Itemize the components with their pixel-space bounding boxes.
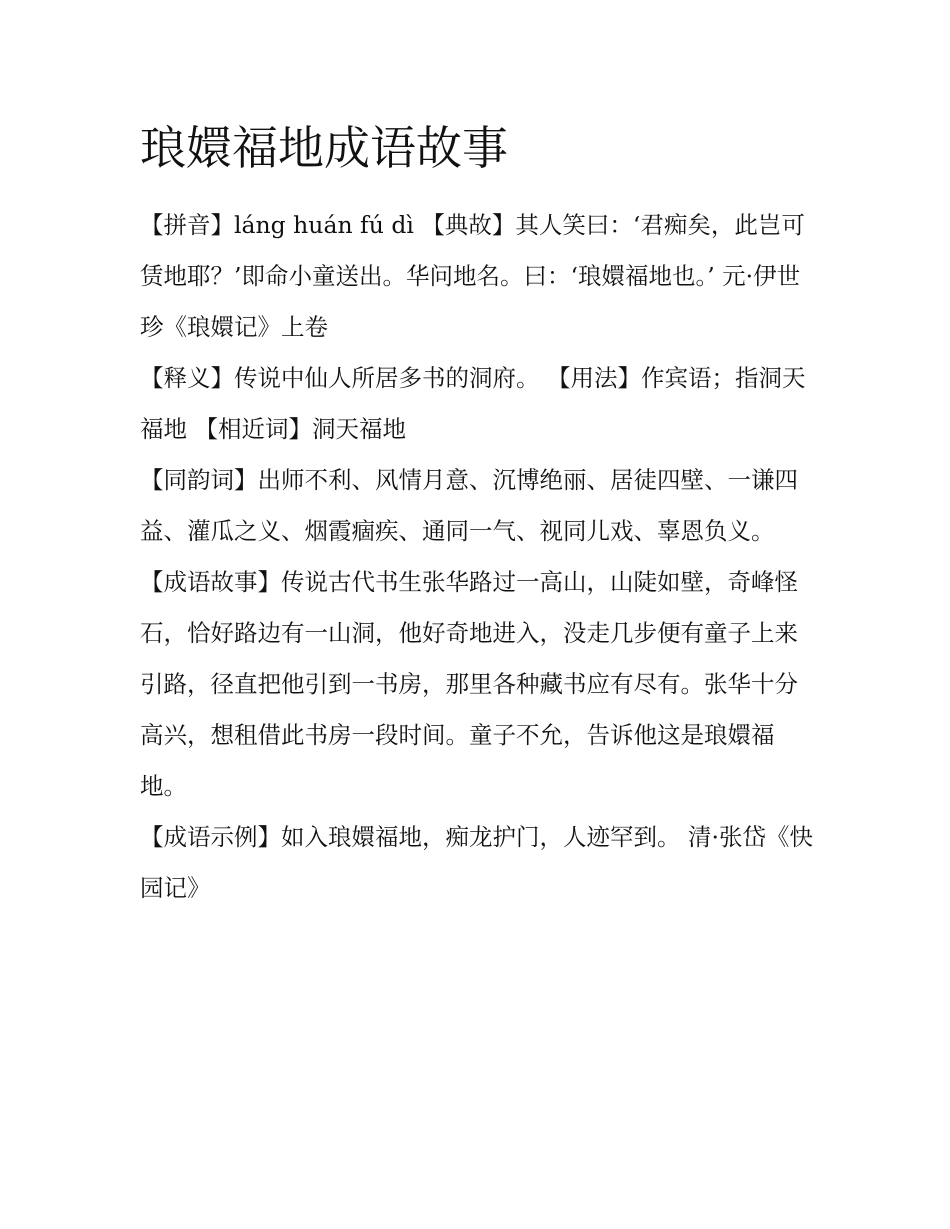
paragraph-pinyin-allusion: 【拼音】láng huán fú dì 【典故】其人笑曰：‘君痴矣，此岂可赁地耶？’即命小童送出。华问地名。曰：‘琅嬛福地也。’ 元·伊世珍《琅嬛记》上卷: [140, 211, 805, 341]
paragraph-rhyming-words: 【同韵词】出师不利、风情月意、沉博绝丽、居徒四壁、一谦四益、灌瓜之义、烟霞痼疾、通同一气、视同儿戏、辜恩负义。: [140, 466, 798, 545]
paragraph-idiom-example: 【成语示例】如入琅嬛福地，痴龙护门，人迹罕到。 清·张岱《快园记》: [140, 823, 813, 902]
page-title: 琅嬛福地成语故事: [140, 121, 508, 175]
paragraph-idiom-story: 【成语故事】传说古代书生张华路过一高山，山陡如壁，奇峰怪石，恰好路边有一山洞，他好奇地进入，没走几步便有童子上来引路，径直把他引到一书房，那里各种藏书应有尽有。张华十分高兴，想租借此书房一段时间。童子不允，告诉他这是琅嬛福地。: [140, 568, 798, 800]
paragraph-meaning-usage: 【释义】传说中仙人所居多书的洞府。 【用法】作宾语；指洞天福地 【相近词】洞天福地: [140, 364, 806, 443]
document-page: [140, 110, 816, 914]
